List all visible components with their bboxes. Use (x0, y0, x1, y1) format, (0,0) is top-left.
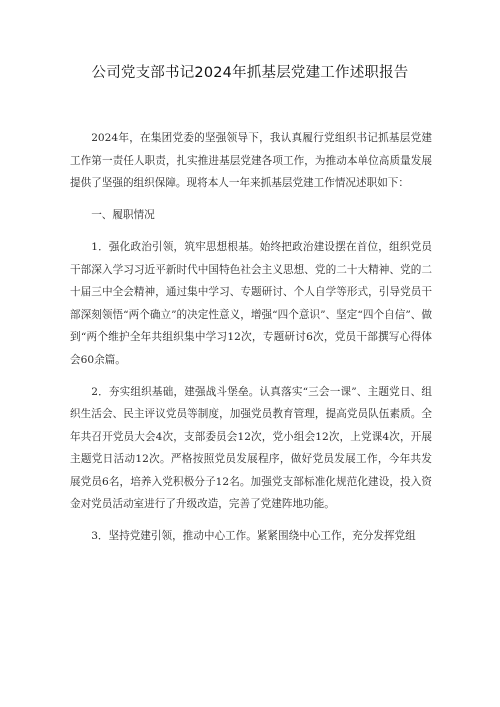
document-body (70, 127, 432, 557)
body-paragraph: 3．坚持党建引领，推动中心工作。紧紧围绕中心工作，充分发挥党组 (91, 530, 416, 542)
document-title: 公司党支部书记2024年抓基层党建工作述职报告 (91, 65, 409, 81)
body-paragraph: 2．夯实组织基础，建强战斗堡垒。认真落实“三会一课”、主题党日、组织生活会、民主评议党员等制度，加强党员教育管理，提高党员队伍素质。全年共召开党员大会4次，支部委员会12次，党小组会12次，上党课4次，开展主题党日活动12次。严格按照党员发展程序，做好党员发展工作，今年共发展党员6名，培养入党积极分子12名。加强党支部标准化规范化建设，投入资金对党员活动室进行了升级改造，完善了党建阵地功能。 (70, 385, 432, 510)
section-heading: 一、履职情况 (91, 209, 155, 221)
body-paragraph: 1．强化政治引领，筑牢思想根基。始终把政治建设摆在首位，组织党员干部深入学习习近平新时代中国特色社会主义思想、党的二十大精神、党的二十届三中全会精神，通过集中学习、专题研讨、个人自学等形式，引导党员干部深刻领悟“两个确立”的决定性意义，增强“四个意识”、坚定“四个自信”、做到“两个维护全年共组织集中学习12次，专题研讨6次，党员干部撰写心得体会60余篇。 (70, 241, 432, 366)
intro-paragraph: 2024年，在集团党委的坚强领导下，我认真履行党组织书记抓基层党建工作第一责任人职责，扎实推进基层党建各项工作，为推动本单位高质量发展提供了坚强的组织保障。现将本人一年来抓基层党建工作情况述职如下： (70, 132, 432, 189)
